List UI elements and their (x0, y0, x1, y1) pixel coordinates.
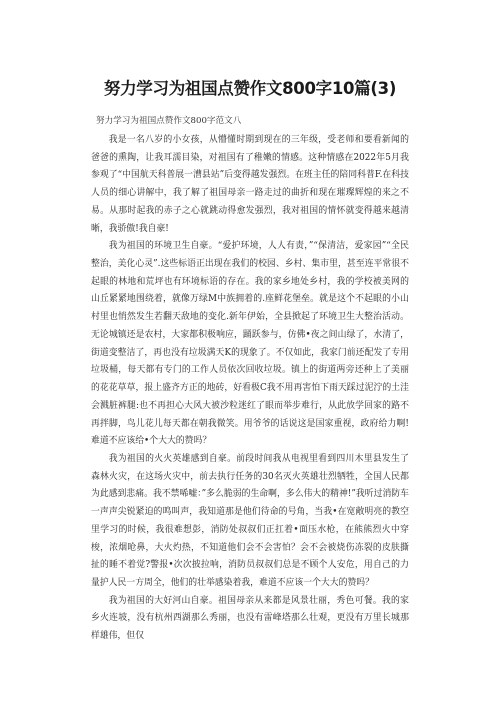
paragraph: 我为祖国的火火英雄感到自豪。前段时间我从电视里看到四川木里县发生了森林火灾，在这场火灾中，前去执行任务的30名灭火英雄壮烈牺牲，全国人民都为此感到悲痛。我不禁唏嘘：”多么脆弱的生命啊，多么伟大的精神!”我听过消防车一声声尖锐紧迫的鸣叫声，我知道那是他们待命的号角，当我•在宽敞明亮的教空里学习的时候，我很难想彭，消防处叔叔们正扛着•面压水枪，在熊熊烈火中穿梭，浓烟呛鼻，大火灼热，不知道他们会不会害怕？会不会被烧伤冻裂的皮肤撕扯的睡不着觉?警报•次次披拉响，消防员叔叔们总是不顾个人安危，用自己的力量护人民一方周全，他们的壮举感染着我，难道不应该一个大大的赞吗？ (91, 453, 409, 588)
paragraph: 我是一名八岁的小女孩，从懵懂时期到现在的三年级，受老师和要看新闻的爸爸的熏陶，让我耳濡目染，对祖国有了稚嫩的情感。这种情感在2022年5月我参观了“中国航天科普展一漕县站”后变得越发强烈。在班主任的陪同科普F.在科技人员的细心讲解中，我了解了祖国母亲一路走过的曲折和现在璀璨辉煌的来之不易。从那时起我的赤子之心就跳动得愈发强烈，我对祖国的情怀就变得越来越清晰，我骄傲!我自豪! (91, 135, 409, 234)
document-subtitle: 努力学习为祖国点赞作文800字范文八 (96, 116, 242, 126)
paragraph: 我为祖国的环境卫生自豪。“爱护环境，人人有责，”“保清洁，爱家园”“全民整治，美化心灵”.这些标语正出现在我们的校园、乡村、集市里，甚至连平常很不起眼的林地和荒坪也有环境标语的存在。我的家乡地处乡村，我的学校被美网的山丘紧紧地围绕着，就像万绿M中族拥着的.座鲜花堡垒。就是这个不起眼的小山村里也悄然发生若翻天敌地的变化.新年伊始，全县掀起了环境卫生大整治活动。无论城镇还是农村，大家都积极响应，踊跃参与，仿佛•夜之间山绿了，水清了，街道变整洁了，再也没有垃圾满天K的现象了。不仅如此，我家门前还配发了专用垃圾桶，每天都有专门的工作人员依次回收垃圾。镇上的街道两旁还种上了美丽的花花草草，报上盛齐方正的地砖，好看极C我不用再害怕下雨天踩过泥泞的土洼会溅脏裤腿:也不再担心大风大被沙粒迷红了眼而举步难行，从此放学回家的路不再拌脚，鸟儿花儿每天都在朝我微笑。用爷爷的话说这是国家重视，政府给力啊!难道不应该给•个大大的赞吗？ (91, 241, 409, 447)
document-title: 努力学习为祖国点赞作文800字10篇(3) (103, 79, 397, 99)
paragraph: 我为祖国的大好河山自豪。祖国母亲从来都是风景壮丽，秀色可餐。我的家乡火连坡，没有杭州西湖那么秀丽，也没有雷峰塔那么壮观，更没有万里长城那样雄伟，但仅 (91, 595, 409, 642)
document-body (91, 132, 409, 646)
